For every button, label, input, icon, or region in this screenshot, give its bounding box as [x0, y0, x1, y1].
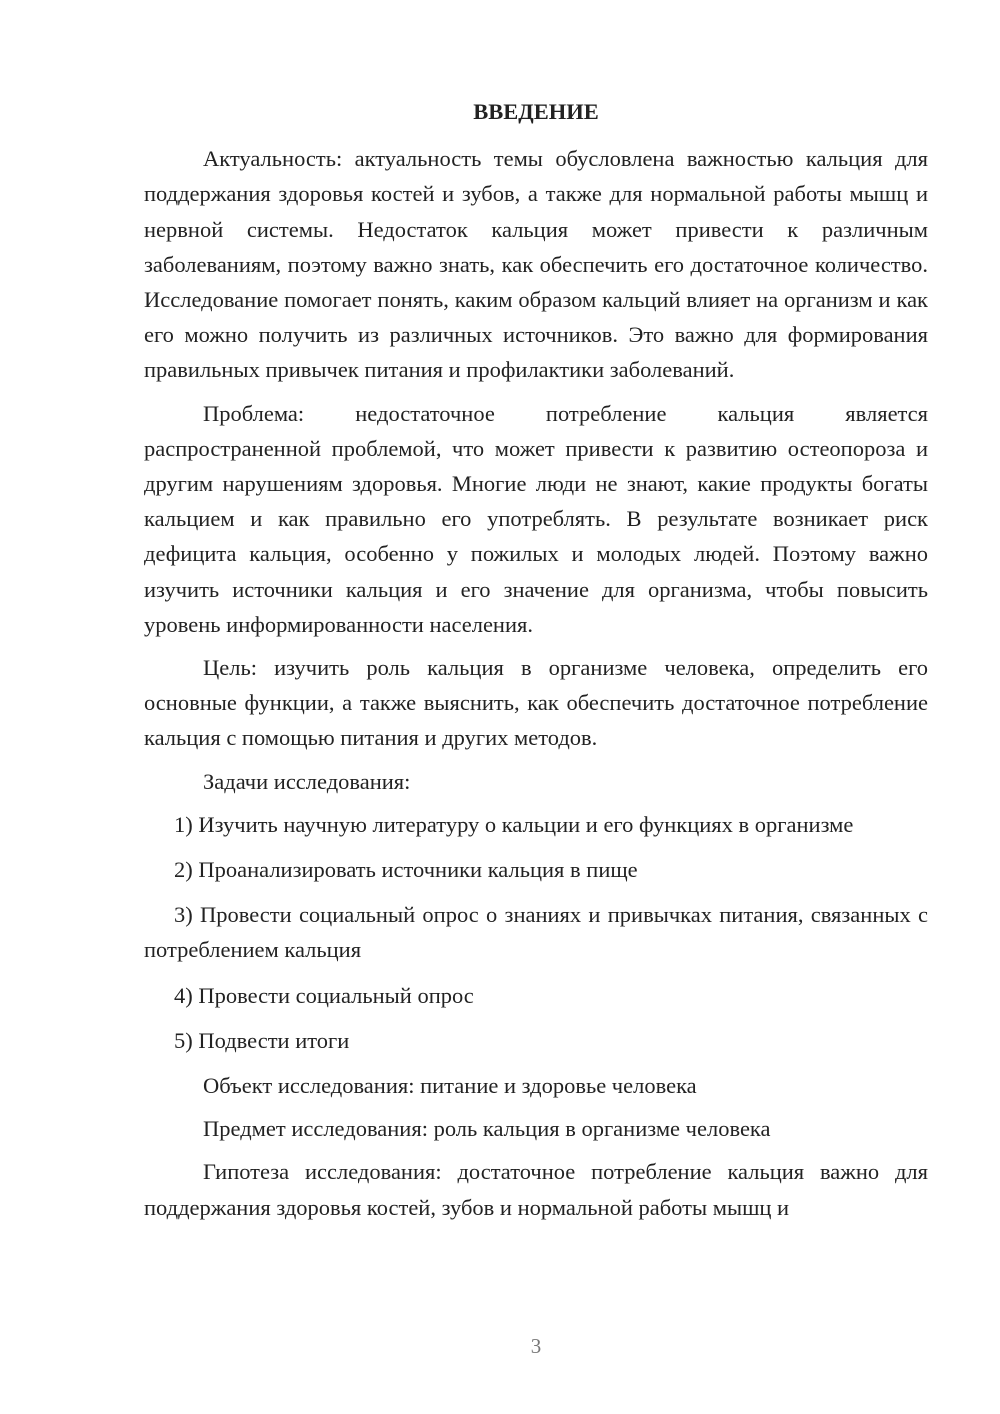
task-item: 2) Проанализировать источники кальция в пище	[174, 857, 638, 883]
task-item: 4) Провести социальный опрос	[174, 982, 474, 1008]
tasks-heading: Задачи исследования:	[203, 768, 411, 794]
object-paragraph: Объект исследования: питание и здоровье человека	[203, 1073, 697, 1099]
task-item: 3) Провести социальный опрос о знаниях и привычках питания, связанных с потреблением кальция	[144, 902, 928, 963]
task-item: 5) Подвести итоги	[174, 1027, 350, 1053]
page-number: 3	[530, 1334, 542, 1358]
goal-paragraph: Цель: изучить роль кальция в организме человека, определить его основные функции, а также выяснить, как обеспечить достаточное потребление кальция с помощью питания и других методов.	[144, 655, 928, 751]
page-content	[144, 94, 928, 1233]
relevance-paragraph: Актуальность: актуальность темы обусловлена важностью кальция для поддержания здоровья костей и зубов, а также для нормальной работы мышц и нервной системы. Недостаток кальция может привести к различным заболеваниям, поэтому важно знать, как обеспечить его достаточное количество. Исследование помогает понять, каким образом кальций влияет на организм и как его можно получить из различных источников. Это важно для формирования правильных привычек питания и профилактики заболеваний.	[144, 146, 928, 383]
subject-paragraph: Предмет исследования: роль кальция в организме человека	[203, 1116, 771, 1142]
problem-paragraph: Проблема: недостаточное потребление кальция является распространенной проблемой, что может привести к развитию остеопороза и другим нарушениям здоровья. Многие люди не знают, какие продукты богаты кальцием и как правильно его употреблять. В результате возникает риск дефицита кальция, особенно у пожилых и молодых людей. Поэтому важно изучить источники кальция и его значение для организма, чтобы повысить уровень информированности населения.	[144, 400, 928, 637]
task-item: 1) Изучить научную литературу о кальции и его функциях в организме	[174, 811, 854, 837]
page-title: ВВЕДЕНИЕ	[473, 99, 599, 124]
hypothesis-paragraph: Гипотеза исследования: достаточное потребление кальция важно для поддержания здоровья костей, зубов и нормальной работы мышц и	[144, 1159, 928, 1220]
